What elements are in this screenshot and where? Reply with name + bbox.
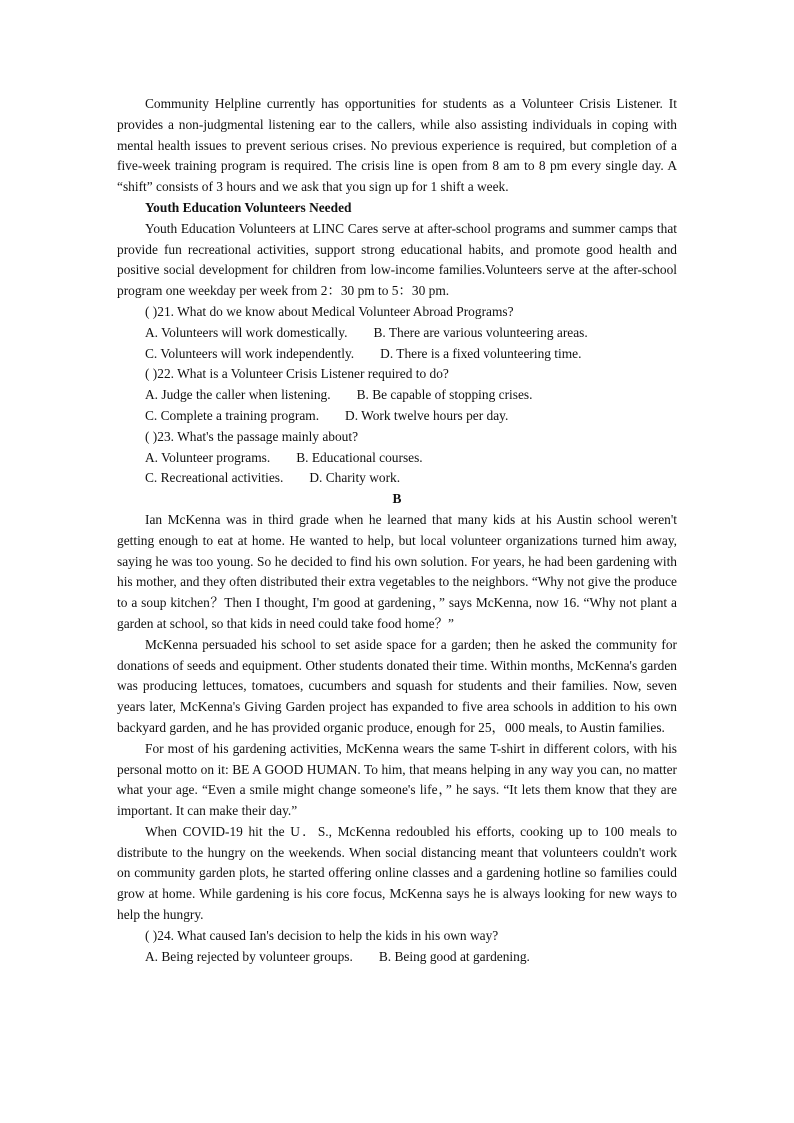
question-stem: 23. What's the passage mainly about? [157,428,359,444]
option-b[interactable]: B. There are various volunteering areas. [373,324,588,340]
options-line [117,323,677,344]
youth-education-heading: Youth Education Volunteers Needed [145,199,352,215]
intro-paragraph: Community Helpline currently has opportunities for students as a Volunteer Crisis Listener. It provides a non-judgmental listening ear to the callers, while also assisting individuals in coping with mental health issues to prevent serious crises. No previous experience is required, but completion of a five-week training program is required. The crisis line is open from 8 am to 8 pm every single day. A “shift” consists of 3 hours and we ask that you sign up for 1 shift a week. [117,96,677,195]
passage-b-paragraph-2: McKenna persuaded his school to set aside space for a garden; then he asked the community for donations of seeds and equipment. Other students donated their time. Within months, McKenna's garden was producing lettuces, tomatoes, cucumbers and squash for students and their families. Now, seven years later, McKenna's Giving Garden project has expanded to five area schools in addition to his own backyard garden, and he has provided organic produce, enough for 25，000 meals, to Austin families. [117,636,677,735]
question-22 [117,364,677,385]
options-line [117,448,677,469]
option-c[interactable]: C. Recreational activities. [145,470,284,486]
question-21 [117,302,677,323]
option-a[interactable]: A. Volunteers will work domestically. [145,324,348,340]
youth-education-paragraph: Youth Education Volunteers at LINC Cares serve at after-school programs and summer camps that provide fun recreational activities, support strong educational habits, and promote good health and positive social development for children from low-income families.Volunteers serve at the after-school program one weekday per week from 2：30 pm to 5：30 pm. [117,220,677,299]
option-d[interactable]: D. Charity work. [309,470,401,486]
option-a[interactable]: A. Judge the caller when listening. [145,387,331,403]
question-stem: 21. What do we know about Medical Volunteer Abroad Programs? [157,303,514,319]
option-d[interactable]: D. Work twelve hours per day. [345,407,509,423]
option-b[interactable]: B. Be capable of stopping crises. [356,387,533,403]
answer-bracket[interactable]: ( ) [145,303,158,319]
options-line [117,468,677,489]
option-c[interactable]: C. Volunteers will work independently. [145,345,355,361]
options-line [117,406,677,427]
option-c[interactable]: C. Complete a training program. [145,407,320,423]
question-stem: 24. What caused Ian's decision to help the kids in his own way? [157,927,499,943]
answer-bracket[interactable]: ( ) [145,927,158,943]
question-23 [117,427,677,448]
option-b[interactable]: B. Educational courses. [296,449,423,465]
passage-b-paragraph-4: When COVID-19 hit the U．S., McKenna redoubled his efforts, cooking up to 100 meals to distribute to the hungry on the weekends. When social distancing meant that volunteers couldn't work on community garden plots, he started offering online classes and a gardening hotline so families could grow at home. While gardening is his core focus, McKenna says he is always looking for new ways to help the hungry. [117,823,677,923]
question-24 [117,926,677,947]
document-page [117,94,677,967]
options-line [117,344,677,365]
option-a[interactable]: A. Being rejected by volunteer groups. [145,948,353,964]
question-stem: 22. What is a Volunteer Crisis Listener required to do? [157,366,449,382]
answer-bracket[interactable]: ( ) [145,366,158,382]
option-d[interactable]: D. There is a fixed volunteering time. [380,345,582,361]
passage-b-paragraph-3: For most of his gardening activities, McKenna wears the same T-shirt in different colors, with his personal motto on it: BE A GOOD HUMAN. To him, that means helping in any way you can, no matter what your age. “Even a smile might change someone's life，” he says. “It lets them know that they are important. It can make their day.” [117,740,677,819]
section-b-label: B [392,491,402,507]
answer-bracket[interactable]: ( ) [145,428,158,444]
options-line [117,947,677,968]
option-a[interactable]: A. Volunteer programs. [145,449,271,465]
passage-b-paragraph-1: Ian McKenna was in third grade when he learned that many kids at his Austin school weren't getting enough to eat at home. He wanted to help, but local volunteer organizations turned him away, saying he was too young. So he decided to find his own solution. For years, he had been gardening with his mother, and they often distributed their extra vegetables to the neighbors. “Why not give the produce to a soup kitchen？Then I thought, I'm good at gardening，” says McKenna, now 16. “Why not plant a garden at school, so that kids in need could take food home？” [117,511,677,631]
options-line [117,385,677,406]
option-b[interactable]: B. Being good at gardening. [378,948,530,964]
